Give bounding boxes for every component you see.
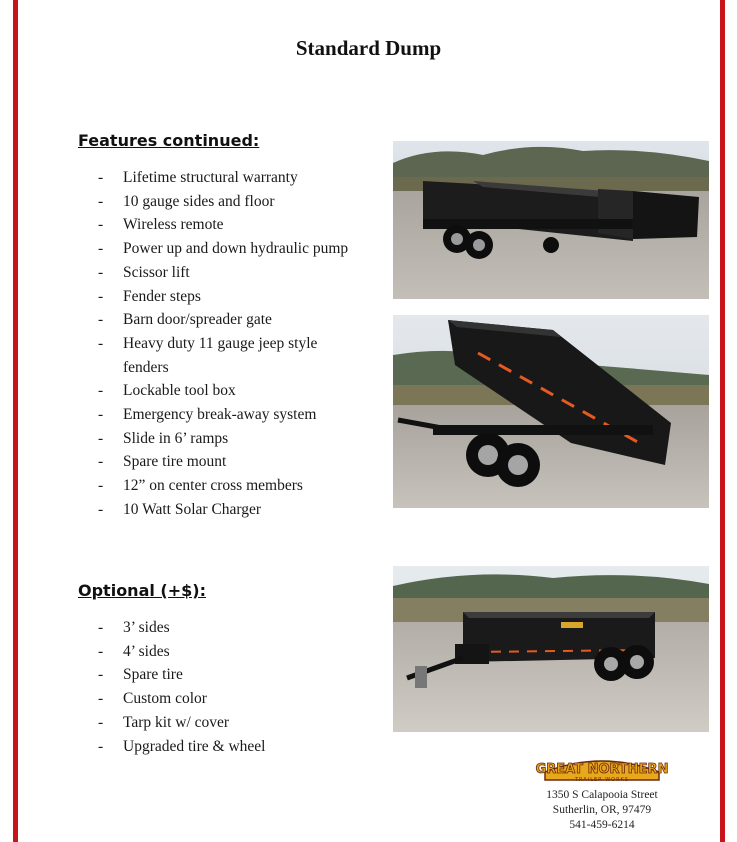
list-item: - Lockable tool box bbox=[98, 379, 358, 403]
list-item: - 12” on center cross members bbox=[98, 474, 358, 498]
list-bullet: - bbox=[98, 737, 104, 755]
list-item: - Fender steps bbox=[98, 285, 358, 309]
list-item: - Heavy duty 11 gauge jeep style fenders bbox=[98, 332, 358, 379]
optional-list bbox=[98, 616, 358, 758]
list-bullet: - bbox=[98, 500, 104, 518]
list-bullet: - bbox=[98, 263, 104, 281]
list-item: - Custom color bbox=[98, 687, 358, 711]
list-item: - Spare tire mount bbox=[98, 450, 358, 474]
list-bullet: - bbox=[98, 453, 104, 471]
trailer-photo-2-image bbox=[393, 315, 709, 508]
great-northern-logo bbox=[535, 754, 669, 784]
trailer-photo-side-view bbox=[393, 566, 709, 732]
list-bullet: - bbox=[98, 642, 104, 660]
list-bullet: - bbox=[98, 429, 104, 447]
list-item: - 3’ sides bbox=[98, 616, 358, 640]
list-bullet: - bbox=[98, 311, 104, 329]
list-bullet: - bbox=[98, 240, 104, 258]
logo-tagline-text: TRAILER WORKS bbox=[574, 777, 630, 783]
trailer-photo-barn-doors bbox=[393, 141, 709, 299]
trailer-photo-3-image bbox=[393, 566, 709, 732]
list-item: - Barn door/spreader gate bbox=[98, 308, 358, 332]
list-bullet: - bbox=[98, 216, 104, 234]
list-bullet: - bbox=[98, 169, 104, 186]
list-item: - 10 Watt Solar Charger bbox=[98, 498, 358, 522]
list-item: - Slide in 6’ ramps bbox=[98, 427, 358, 451]
list-item: - Emergency break-away system bbox=[98, 403, 358, 427]
list-bullet: - bbox=[98, 713, 104, 731]
left-red-border bbox=[13, 0, 18, 842]
list-bullet: - bbox=[98, 477, 104, 495]
list-bullet: - bbox=[98, 619, 104, 636]
optional-heading: Optional (+$): bbox=[78, 581, 206, 600]
page-title: Standard Dump bbox=[295, 36, 442, 60]
list-bullet: - bbox=[98, 192, 104, 210]
list-item: - Wireless remote bbox=[98, 213, 358, 237]
list-bullet: - bbox=[98, 666, 104, 684]
list-item: - Lifetime structural warranty bbox=[98, 166, 358, 190]
list-item: - Tarp kit w/ cover bbox=[98, 711, 358, 735]
phone-number: 541-459-6214 bbox=[569, 819, 635, 831]
list-bullet: - bbox=[98, 287, 104, 305]
features-list bbox=[98, 166, 358, 522]
list-item: - Upgraded tire & wheel bbox=[98, 735, 358, 759]
list-item: - Scissor lift bbox=[98, 261, 358, 285]
address-city: Sutherlin, OR, 97479 bbox=[552, 804, 652, 816]
features-heading: Features continued: bbox=[78, 131, 260, 150]
trailer-photo-1-image bbox=[393, 141, 709, 299]
logo-name-text: GREAT NORTHERN bbox=[535, 762, 669, 777]
list-item: - 10 gauge sides and floor bbox=[98, 190, 358, 214]
list-bullet: - bbox=[98, 690, 104, 708]
list-bullet: - bbox=[98, 382, 104, 400]
list-bullet: - bbox=[98, 334, 104, 352]
list-item: - 4’ sides bbox=[98, 640, 358, 664]
trailer-photo-dump-raised bbox=[393, 315, 709, 508]
list-item: - Power up and down hydraulic pump bbox=[98, 237, 358, 261]
right-red-border bbox=[720, 0, 725, 842]
list-bullet: - bbox=[98, 406, 104, 424]
address-street: 1350 S Calapooia Street bbox=[546, 789, 658, 801]
list-item: - Spare tire bbox=[98, 663, 358, 687]
